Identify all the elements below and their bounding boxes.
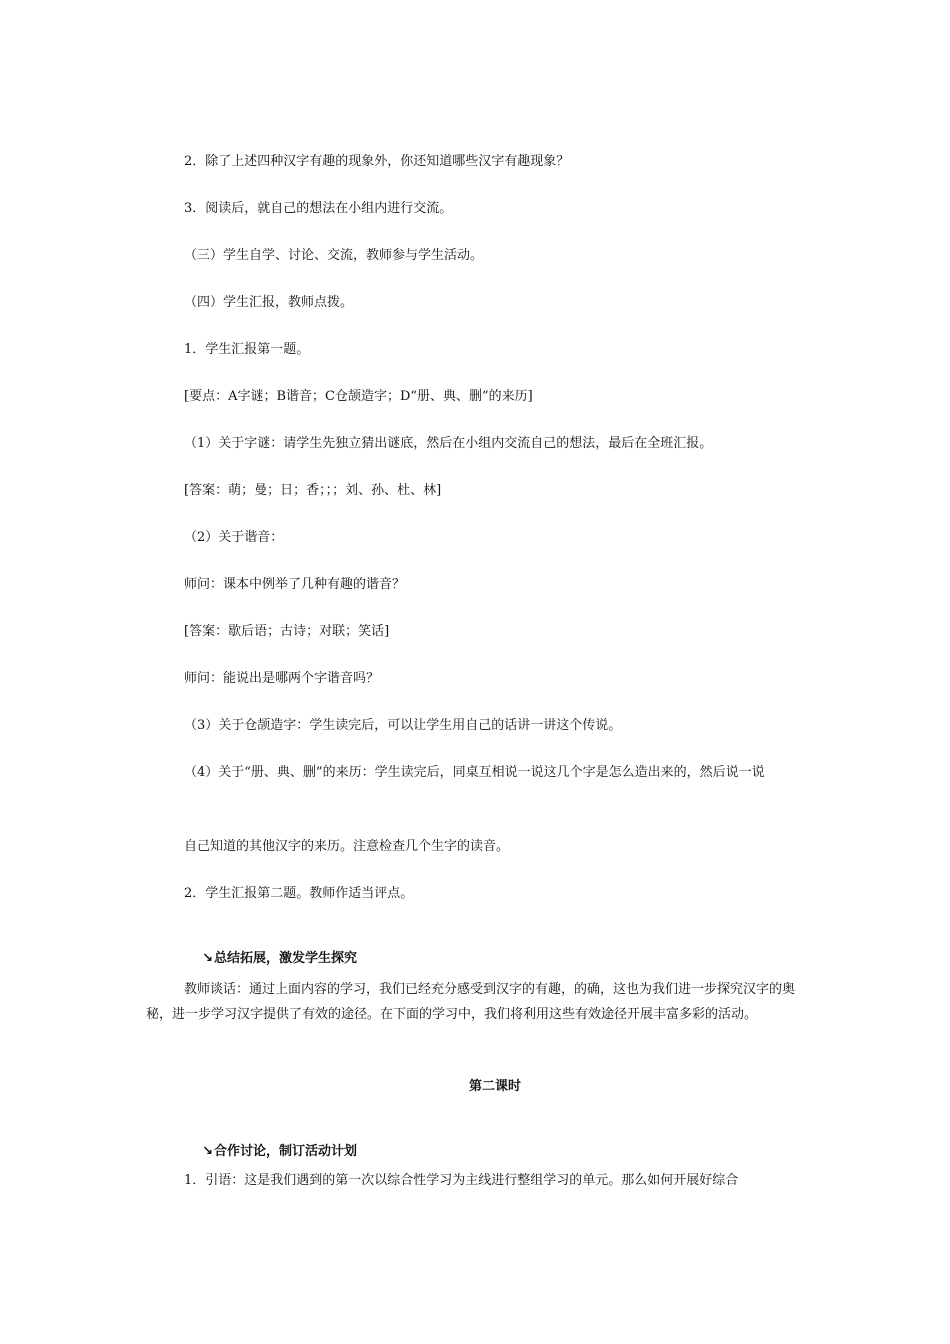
lesson-title: 第二课时 [468,1079,521,1094]
paragraph: （3）关于仓颉造字：学生读完后，可以让学生用自己的话讲一讲这个传说。 [184,718,622,733]
section-heading-text: 总结拓展，激发学生探究 [214,951,358,966]
paragraph: 师问：课本中例举了几种有趣的谐音？ [184,577,406,592]
section-heading-text: 合作讨论，制订活动计划 [214,1144,358,1159]
paragraph: 教师谈话：通过上面内容的学习，我们已经充分感受到汉字的有趣，的确，这也为我们进一步探究汉字的奥秘，进一步学习汉字提供了有效的途径。在下面的学习中，我们将利用这些有效途径开展丰富多彩的活动。 [146,982,796,1022]
paragraph: 1．引语：这是我们遇到的第一次以综合性学习为主线进行整组学习的单元。那么如何开展好综合 [184,1173,739,1188]
paragraph: 师问：能说出是哪两个字谐音吗？ [184,671,380,686]
paragraph: （1）关于字谜：请学生先独立猜出谜底，然后在小组内交流自己的想法，最后在全班汇报。 [184,436,713,451]
paragraph: （三）学生自学、讨论、交流，教师参与学生活动。 [184,248,484,263]
paragraph: 3．阅读后，就自己的想法在小组内进行交流。 [184,201,453,216]
paragraph: （4）关于“册、典、删”的来历：学生读完后，同桌互相说一说这几个字是怎么造出来的，然后说一说 [184,765,765,780]
paragraph: [答案：萌；曼；日；香；；；刘、孙、杜、林] [184,483,442,498]
paragraph: （四）学生汇报，教师点拨。 [184,295,354,310]
paragraph: 2．学生汇报第二题。教师作适当评点。 [184,886,414,901]
arrow-icon: ↘ [202,951,214,966]
paragraph: （2）关于谐音： [184,530,284,545]
paragraph: 2．除了上述四种汉字有趣的现象外，你还知道哪些汉字有趣现象？ [184,154,570,169]
paragraph: 自己知道的其他汉字的来历。注意检查几个生字的读音。 [184,839,510,854]
paragraph: [答案：歇后语；古诗；对联；笑话] [184,624,390,639]
paragraph: 1．学生汇报第一题。 [184,342,310,357]
paragraph: [要点：A字谜；B谐音；C仓颉造字；D“册、典、删”的来历] [184,389,533,404]
arrow-icon: ↘ [202,1144,214,1159]
section-heading [184,1125,844,1179]
